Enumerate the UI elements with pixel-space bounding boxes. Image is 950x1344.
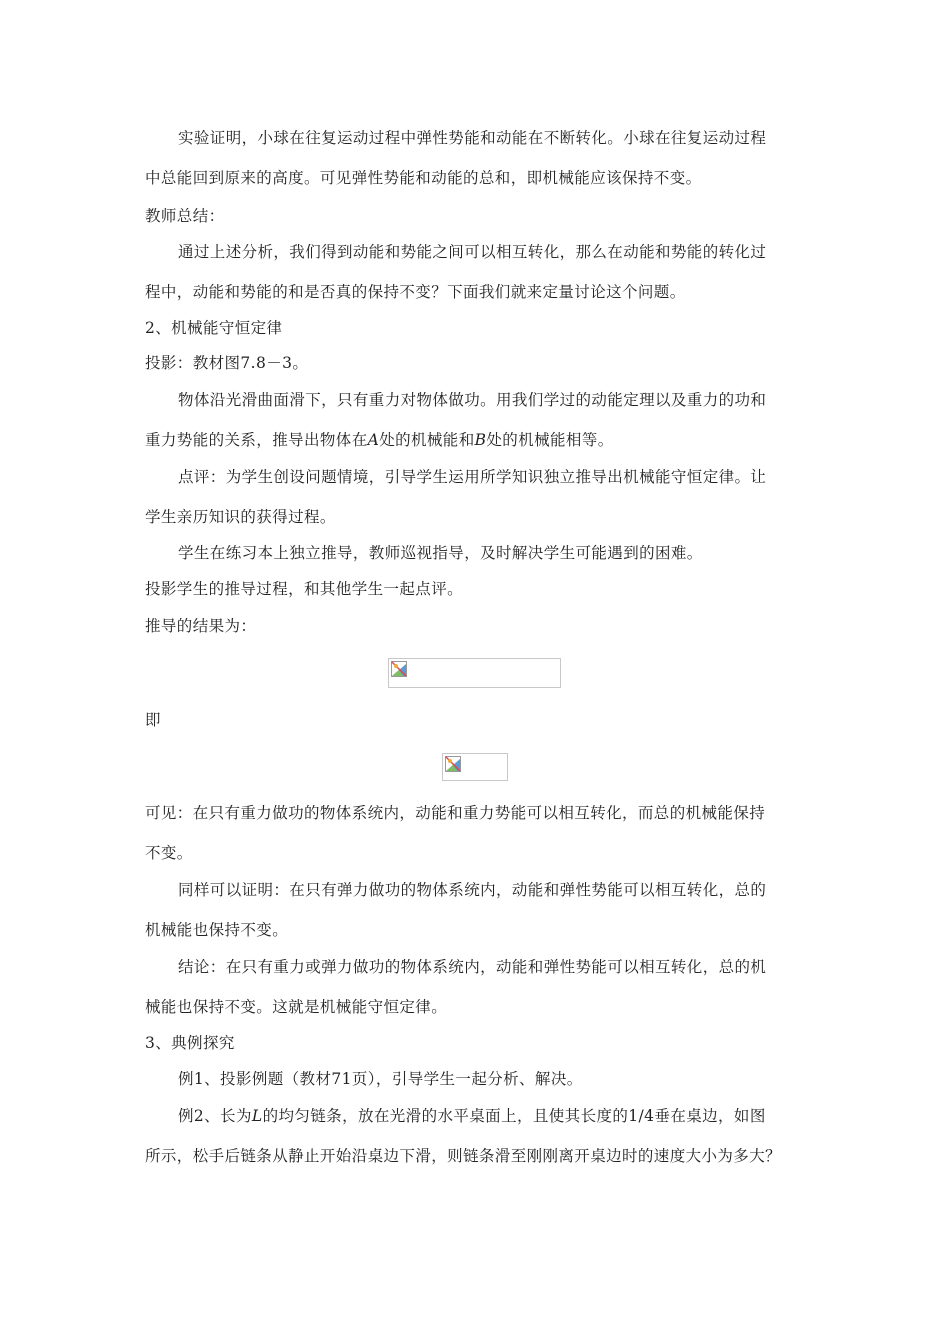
equation-image-2 bbox=[442, 753, 508, 781]
broken-image-icon bbox=[445, 756, 461, 772]
section-heading: 3、典例探究 bbox=[145, 1034, 235, 1052]
paragraph-line: 学生在练习本上独立推导，教师巡视指导，及时解决学生可能遇到的困难。 bbox=[178, 544, 703, 562]
section-heading: 2、机械能守恒定律 bbox=[145, 319, 283, 337]
paragraph-line: 程中，动能和势能的和是否真的保持不变？下面我们就来定量讨论这个问题。 bbox=[145, 283, 686, 301]
paragraph-line: 即 bbox=[145, 711, 161, 729]
paragraph-line: 中总能回到原来的高度。可见弹性势能和动能的总和，即机械能应该保持不变。 bbox=[145, 169, 702, 187]
paragraph-line: 学生亲历知识的获得过程。 bbox=[145, 508, 336, 526]
paragraph-line: 例2、长为L的均匀链条，放在光滑的水平桌面上，且使其长度的1/4垂在桌边，如图 bbox=[178, 1107, 766, 1125]
paragraph-line: 机械能也保持不变。 bbox=[145, 921, 289, 939]
section-label: 教师总结： bbox=[145, 207, 225, 225]
paragraph-line: 投影：教材图7.8－3。 bbox=[145, 354, 309, 372]
paragraph-line: 通过上述分析，我们得到动能和势能之间可以相互转化，那么在动能和势能的转化过 bbox=[178, 243, 767, 261]
paragraph-line: 例1、投影例题（教材71页），引导学生一起分析、解决。 bbox=[178, 1070, 583, 1088]
paragraph-line: 结论：在只有重力或弹力做功的物体系统内，动能和弹性势能可以相互转化，总的机 bbox=[178, 958, 767, 976]
paragraph-line: 物体沿光滑曲面滑下，只有重力对物体做功。用我们学过的动能定理以及重力的功和 bbox=[178, 391, 767, 409]
paragraph-line: 实验证明，小球在往复运动过程中弹性势能和动能在不断转化。小球在往复运动过程 bbox=[178, 129, 767, 147]
paragraph-line: 重力势能的关系，推导出物体在A处的机械能和B处的机械能相等。 bbox=[145, 431, 614, 449]
paragraph-line: 所示，松手后链条从静止开始沿桌边下滑，则链条滑至刚刚离开桌边时的速度大小为多大？ bbox=[145, 1147, 782, 1165]
paragraph-line: 投影学生的推导过程，和其他学生一起点评。 bbox=[145, 580, 464, 598]
paragraph-line: 不变。 bbox=[145, 844, 193, 862]
broken-image-icon bbox=[391, 661, 407, 677]
paragraph-line: 可见：在只有重力做功的物体系统内，动能和重力势能可以相互转化，而总的机械能保持 bbox=[145, 804, 766, 822]
paragraph-line: 点评：为学生创设问题情境，引导学生运用所学知识独立推导出机械能守恒定律。让 bbox=[178, 468, 767, 486]
paragraph-line: 械能也保持不变。这就是机械能守恒定律。 bbox=[145, 998, 448, 1016]
equation-image-1 bbox=[388, 658, 561, 688]
paragraph-line: 推导的结果为： bbox=[145, 617, 257, 635]
paragraph-line: 同样可以证明：在只有弹力做功的物体系统内，动能和弹性势能可以相互转化，总的 bbox=[178, 881, 767, 899]
